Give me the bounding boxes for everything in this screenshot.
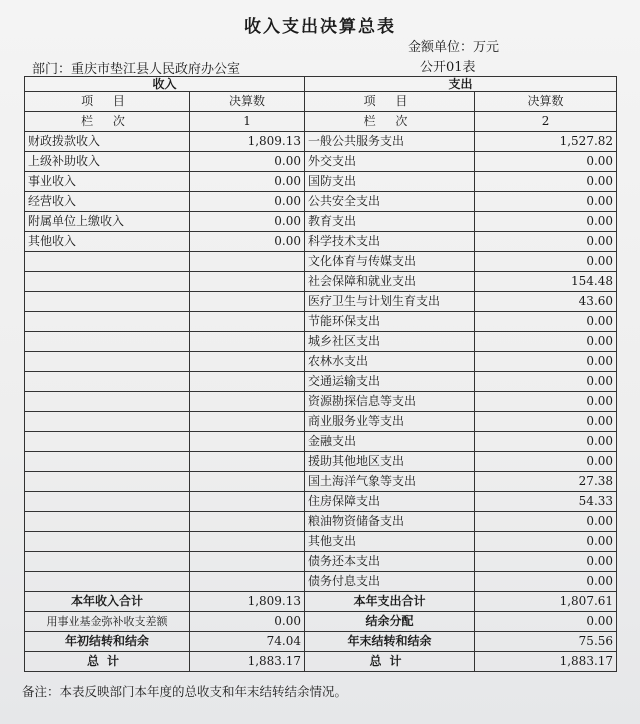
- amount-unit: 金额单位：万元: [408, 40, 500, 55]
- summary-expense-label: 本年支出合计: [305, 592, 475, 612]
- expense-item-value: 0.00: [475, 352, 617, 372]
- income-item-label: 附属单位上缴收入: [25, 212, 190, 232]
- income-item-label: 财政拨款收入: [25, 132, 190, 152]
- expense-item-label: 债务付息支出: [305, 572, 475, 592]
- income-item-value: [190, 372, 305, 392]
- expense-item-value: 54.33: [475, 492, 617, 512]
- income-item-value: [190, 492, 305, 512]
- expense-item-label: 国土海洋气象等支出: [305, 472, 475, 492]
- summary-income-label: 年初结转和结余: [25, 632, 190, 652]
- expense-item-label: 粮油物资储备支出: [305, 512, 475, 532]
- expense-item-label: 交通运输支出: [305, 372, 475, 392]
- expense-column-label: 栏 次: [305, 112, 475, 132]
- income-item-label: 事业收入: [25, 172, 190, 192]
- expense-item-value: 0.00: [475, 232, 617, 252]
- expense-item-value: 0.00: [475, 412, 617, 432]
- section-header-row: [25, 77, 617, 92]
- table-row: [25, 492, 617, 512]
- income-item-label: 上级补助收入: [25, 152, 190, 172]
- income-item-value: [190, 532, 305, 552]
- expense-item-value: 1,527.82: [475, 132, 617, 152]
- expense-item-value: 154.48: [475, 272, 617, 292]
- summary-expense-value: 1,807.61: [475, 592, 617, 612]
- expense-item-label: 农林水支出: [305, 352, 475, 372]
- summary-row: [25, 612, 617, 632]
- expense-item-label: 文化体育与传媒支出: [305, 252, 475, 272]
- table-row: [25, 352, 617, 372]
- expense-column-number: 2: [475, 112, 617, 132]
- income-item-value: [190, 552, 305, 572]
- expense-item-label: 资源勘探信息等支出: [305, 392, 475, 412]
- summary-income-label: 总计: [25, 652, 190, 672]
- income-item-value: [190, 272, 305, 292]
- summary-income-label: 用事业基金弥补收支差额: [25, 612, 190, 632]
- expense-section-header: 支出: [305, 77, 617, 92]
- expense-item-value: 0.00: [475, 212, 617, 232]
- table-row: [25, 132, 617, 152]
- table-row: [25, 452, 617, 472]
- table-row: [25, 392, 617, 412]
- expense-item-label: 公共安全支出: [305, 192, 475, 212]
- column-header-row: [25, 92, 617, 112]
- income-item-label: [25, 372, 190, 392]
- table-row: [25, 212, 617, 232]
- expense-item-value: 0.00: [475, 252, 617, 272]
- income-item-value: [190, 352, 305, 372]
- summary-row: [25, 632, 617, 652]
- income-item-value: [190, 292, 305, 312]
- table-row: [25, 232, 617, 252]
- expense-item-label: 金融支出: [305, 432, 475, 452]
- expense-item-value: 0.00: [475, 552, 617, 572]
- income-item-value: 0.00: [190, 192, 305, 212]
- summary-income-value: 0.00: [190, 612, 305, 632]
- expense-item-label: 城乡社区支出: [305, 332, 475, 352]
- income-column-number: 1: [190, 112, 305, 132]
- income-item-label: [25, 552, 190, 572]
- expense-item-label: 商业服务业等支出: [305, 412, 475, 432]
- table-row: [25, 312, 617, 332]
- table-row: [25, 372, 617, 392]
- income-item-label: [25, 532, 190, 552]
- summary-income-value: 1,883.17: [190, 652, 305, 672]
- summary-row: [25, 652, 617, 672]
- income-item-label: [25, 572, 190, 592]
- expense-item-label: 一般公共服务支出: [305, 132, 475, 152]
- income-item-label: 经营收入: [25, 192, 190, 212]
- expense-item-value: 0.00: [475, 372, 617, 392]
- table-row: [25, 572, 617, 592]
- expense-item-value: 0.00: [475, 512, 617, 532]
- expense-amount-header: 决算数: [475, 92, 617, 112]
- table-row: [25, 252, 617, 272]
- income-item-value: [190, 252, 305, 272]
- expense-item-value: 0.00: [475, 192, 617, 212]
- expense-item-label: 社会保障和就业支出: [305, 272, 475, 292]
- expense-item-value: 0.00: [475, 152, 617, 172]
- table-footnote: 备注：本表反映部门本年度的总收支和年末结转结余情况。: [22, 684, 348, 699]
- expense-item-value: 0.00: [475, 432, 617, 452]
- expense-item-label: 其他支出: [305, 532, 475, 552]
- summary-income-label: 本年收入合计: [25, 592, 190, 612]
- expense-item-label: 医疗卫生与计划生育支出: [305, 292, 475, 312]
- expense-item-value: 0.00: [475, 172, 617, 192]
- income-item-value: [190, 452, 305, 472]
- income-item-label: [25, 492, 190, 512]
- income-item-label: [25, 472, 190, 492]
- table-row: [25, 292, 617, 312]
- table-row: [25, 432, 617, 452]
- income-item-value: 1,809.13: [190, 132, 305, 152]
- income-item-value: [190, 412, 305, 432]
- department-label: 部门：重庆市垫江县人民政府办公室: [32, 62, 241, 77]
- income-item-label: [25, 272, 190, 292]
- income-item-value: 0.00: [190, 212, 305, 232]
- income-item-value: [190, 572, 305, 592]
- expense-item-value: 0.00: [475, 392, 617, 412]
- table-row: [25, 552, 617, 572]
- expense-item-value: 0.00: [475, 332, 617, 352]
- expense-item-label: 债务还本支出: [305, 552, 475, 572]
- table-row: [25, 192, 617, 212]
- income-item-label: [25, 352, 190, 372]
- expense-item-label: 国防支出: [305, 172, 475, 192]
- income-item-value: [190, 432, 305, 452]
- table-row: [25, 152, 617, 172]
- table-row: [25, 512, 617, 532]
- income-section-header: 收入: [25, 77, 305, 92]
- income-item-label: [25, 452, 190, 472]
- summary-expense-label: 年末结转和结余: [305, 632, 475, 652]
- income-item-label: [25, 512, 190, 532]
- income-item-label: 其他收入: [25, 232, 190, 252]
- table-row: [25, 172, 617, 192]
- table-row: [25, 472, 617, 492]
- expense-item-value: 0.00: [475, 532, 617, 552]
- income-amount-header: 决算数: [190, 92, 305, 112]
- expense-item-label: 外交支出: [305, 152, 475, 172]
- expense-item-header: 项 目: [305, 92, 475, 112]
- table-row: [25, 332, 617, 352]
- income-item-value: 0.00: [190, 232, 305, 252]
- summary-income-value: 74.04: [190, 632, 305, 652]
- budget-table: [24, 76, 617, 672]
- expense-item-value: 0.00: [475, 312, 617, 332]
- expense-item-value: 27.38: [475, 472, 617, 492]
- income-item-value: [190, 392, 305, 412]
- expense-item-value: 0.00: [475, 572, 617, 592]
- income-item-value: [190, 332, 305, 352]
- table-row: [25, 272, 617, 292]
- expense-item-label: 节能环保支出: [305, 312, 475, 332]
- income-item-label: [25, 332, 190, 352]
- expense-item-value: 0.00: [475, 452, 617, 472]
- income-column-label: 栏 次: [25, 112, 190, 132]
- income-item-value: 0.00: [190, 172, 305, 192]
- summary-income-value: 1,809.13: [190, 592, 305, 612]
- summary-expense-label: 总计: [305, 652, 475, 672]
- summary-expense-value: 0.00: [475, 612, 617, 632]
- report-title: 收入支出决算总表: [244, 17, 396, 37]
- expense-item-label: 教育支出: [305, 212, 475, 232]
- expense-item-label: 住房保障支出: [305, 492, 475, 512]
- summary-expense-value: 75.56: [475, 632, 617, 652]
- income-item-label: [25, 312, 190, 332]
- income-item-label: [25, 392, 190, 412]
- income-item-value: [190, 312, 305, 332]
- table-row: [25, 532, 617, 552]
- income-item-label: [25, 252, 190, 272]
- income-item-header: 项 目: [25, 92, 190, 112]
- expense-item-label: 科学技术支出: [305, 232, 475, 252]
- income-item-label: [25, 412, 190, 432]
- income-item-label: [25, 292, 190, 312]
- form-number: 公开01表: [420, 60, 476, 75]
- column-number-row: [25, 112, 617, 132]
- income-item-label: [25, 432, 190, 452]
- income-item-value: [190, 472, 305, 492]
- expense-item-value: 43.60: [475, 292, 617, 312]
- expense-item-label: 援助其他地区支出: [305, 452, 475, 472]
- summary-expense-label: 结余分配: [305, 612, 475, 632]
- income-item-value: [190, 512, 305, 532]
- table-row: [25, 412, 617, 432]
- income-item-value: 0.00: [190, 152, 305, 172]
- summary-row: [25, 592, 617, 612]
- summary-expense-value: 1,883.17: [475, 652, 617, 672]
